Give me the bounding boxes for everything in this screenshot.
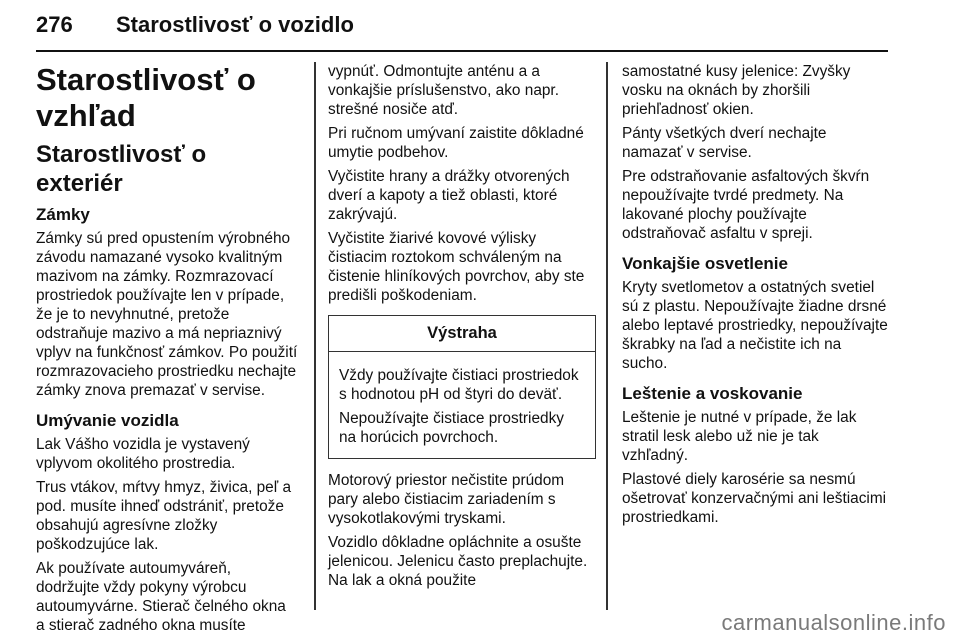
warning-text: Nepoužívajte čistiace prostriedky na horúcich povrchoch. bbox=[339, 410, 564, 446]
subsection-title: Starostlivosť o exteriér bbox=[36, 141, 207, 197]
paragraph: Leštenie je nutné v prípade, že lak stratil lesk alebo už nie je tak vzhľadný. bbox=[622, 409, 857, 464]
paragraph: vypnúť. Odmontujte anténu a a vonkajšie príslušenstvo, ako napr. strešné nosiče atď. bbox=[328, 63, 559, 118]
column-3 bbox=[622, 62, 888, 532]
page-header bbox=[36, 0, 888, 52]
paragraph: Pri ručnom umývaní zaistite dôkladné umytie podbehov. bbox=[328, 125, 584, 161]
warning-box bbox=[328, 315, 596, 459]
warning-title: Výstraha bbox=[329, 316, 595, 352]
warning-body bbox=[329, 352, 595, 458]
paragraph: Pánty všetkých dverí nechajte namazať v servise. bbox=[622, 125, 827, 161]
paragraph: Plastové diely karosérie sa nesmú ošetrovať konzervačnými ani leštiacimi prostriedkami. bbox=[622, 471, 887, 526]
paragraph: Kryty svetlometov a ostatných svetiel sú z plastu. Nepoužívajte žiadne drsné alebo leptavé prostriedky, nepoužívajte škrabky na ľad a nečistite ich na sucho. bbox=[622, 279, 888, 372]
column-1 bbox=[36, 62, 298, 640]
paragraph: Vozidlo dôkladne opláchnite a osušte jelenicou. Jelenicu často preplachujte. Na lak a okná použite bbox=[328, 534, 588, 589]
column-2 bbox=[328, 62, 596, 595]
heading-locks: Zámky bbox=[36, 205, 90, 224]
section-title: Starostlivosť o vzhľad bbox=[36, 62, 256, 133]
paragraph: Ak používate autoumyváreň, dodržujte vždy pokyny výrobcu autoumyvárne. Stierač čelného okna a stierač zadného okna musíte bbox=[36, 560, 286, 634]
heading-washing: Umývanie vozidla bbox=[36, 411, 179, 430]
paragraph: Pre odstraňovanie asfaltových škvŕn nepoužívajte tvrdé predmety. Na lakované plochy používajte odstraňovač asfaltu v spreji. bbox=[622, 168, 870, 242]
watermark: carmanualsonline.info bbox=[721, 610, 946, 635]
chapter-title: Starostlivosť o vozidlo bbox=[116, 12, 354, 37]
paragraph: samostatné kusy jelenice: Zvyšky vosku na oknách by zhoršili priehľadnosť okien. bbox=[622, 63, 851, 118]
column-divider-2 bbox=[606, 62, 608, 610]
page-number: 276 bbox=[36, 12, 73, 37]
heading-polishing: Leštenie a voskovanie bbox=[622, 384, 803, 403]
paragraph: Zámky sú pred opustením výrobného závodu namazané vysoko kvalitným mazivom na zámky. Rozmrazovací prostriedok používajte len v prípade, že je to nevyhnutné, pretože odstraňuje mazivo a má nepriaznivý vplyv na funkčnosť zámkov. Po použití rozmrazovacieho prostriedku nechajte zámky znova premazať v servise. bbox=[36, 230, 298, 399]
paragraph: Vyčistite žiarivé kovové výlisky čistiacim roztokom schváleným na čistenie hliníkových povrchov, aby ste predišli poškodeniam. bbox=[328, 230, 585, 304]
paragraph: Trus vtákov, mŕtvy hmyz, živica, peľ a pod. musíte ihneď odstrániť, pretože obsahujú agresívne zložky poškodzujúce lak. bbox=[36, 479, 292, 553]
heading-exterior-lighting: Vonkajšie osvetlenie bbox=[622, 254, 788, 273]
warning-text: Vždy používajte čistiaci prostriedok s hodnotou pH od štyri do deväť. bbox=[339, 367, 579, 403]
paragraph: Motorový priestor nečistite prúdom pary alebo čistiacim zariadením s vysokotlakovými tryskami. bbox=[328, 472, 565, 527]
paragraph: Vyčistite hrany a drážky otvorených dverí a kapoty a tiež oblasti, ktoré zakrývajú. bbox=[328, 168, 570, 223]
column-divider-1 bbox=[314, 62, 316, 610]
paragraph: Lak Vášho vozidla je vystavený vplyvom okolitého prostredia. bbox=[36, 436, 250, 472]
